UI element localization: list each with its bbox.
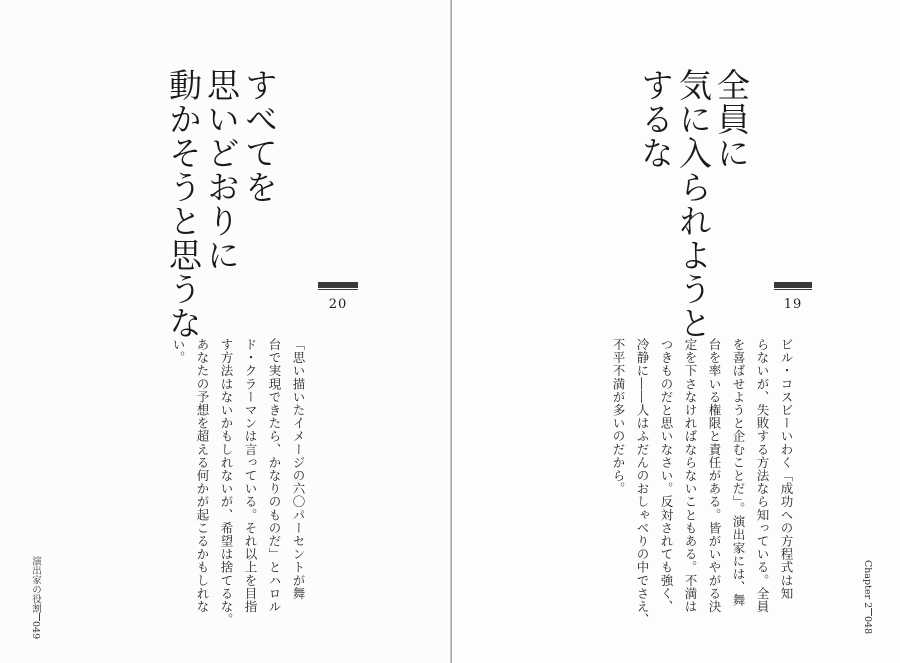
left-folio-divider: [31, 613, 40, 621]
right-headline: [630, 68, 750, 340]
right-folio-label: Chapter 2: [862, 560, 873, 609]
right-section-number: 19: [783, 297, 803, 312]
right-number-rule: [774, 282, 812, 288]
left-folio-label: 演出家の役割: [30, 556, 41, 613]
right-body-line-5: 定を下さなければならないこともある。不満は: [683, 338, 698, 614]
left-headline-line-2: 思いどおりに: [202, 68, 241, 272]
left-headline: [158, 68, 278, 340]
left-body-line-3: ド・クラーマンは言っている。それ以上を目指: [243, 338, 258, 614]
right-body-line-3: を喜ばせようと企むことだ」。演出家には、舞: [731, 338, 746, 607]
right-page: [452, 0, 900, 663]
right-headline-line-2: 気に入られようと: [674, 68, 713, 340]
right-folio-page: 048: [862, 616, 873, 635]
right-body-line-1: ビル・コスビーいわく「成功への方程式は知: [779, 338, 794, 600]
left-headline-line-1: すべてを: [240, 68, 279, 204]
left-body-line-6: い。: [171, 338, 186, 365]
left-number-rule: [318, 282, 358, 288]
right-headline-line-1: 全員に: [712, 68, 751, 170]
left-body-line-4: す方法はないかもしれないが、希望は捨てるな。: [219, 338, 234, 627]
left-body-line-1: 「思い描いたイメージの六〇パーセントが舞: [291, 338, 306, 600]
left-body-text: [162, 338, 310, 626]
right-folio-divider: [863, 608, 872, 616]
right-headline-line-3: するな: [636, 68, 675, 170]
left-folio-page: 049: [30, 621, 41, 640]
right-body-line-6: つきものだと思いなさい。反対されても強く、: [659, 338, 674, 614]
right-body-line-8: 不平不満が多いのだから。: [611, 338, 626, 496]
left-body-line-5: あなたの予想を超える何かが起こるかもしれな: [195, 338, 210, 614]
left-folio: [28, 556, 42, 639]
left-headline-line-3: 動かそうと思うな: [164, 68, 203, 340]
right-body-line-4: 台を率いる権限と責任がある。皆がいやがる決: [707, 338, 722, 614]
right-folio: [862, 560, 873, 634]
right-body-line-2: らないが、失敗する方法なら知っている。全員: [755, 338, 770, 614]
right-body-text: [602, 338, 798, 626]
right-body-line-7: 冷静に――人はふだんのおしゃべりの中でさえ、: [635, 338, 650, 627]
left-body-line-2: 台で実現できたら、かなりのものだ」とハロル: [267, 338, 282, 614]
left-section-number: 20: [328, 297, 348, 312]
